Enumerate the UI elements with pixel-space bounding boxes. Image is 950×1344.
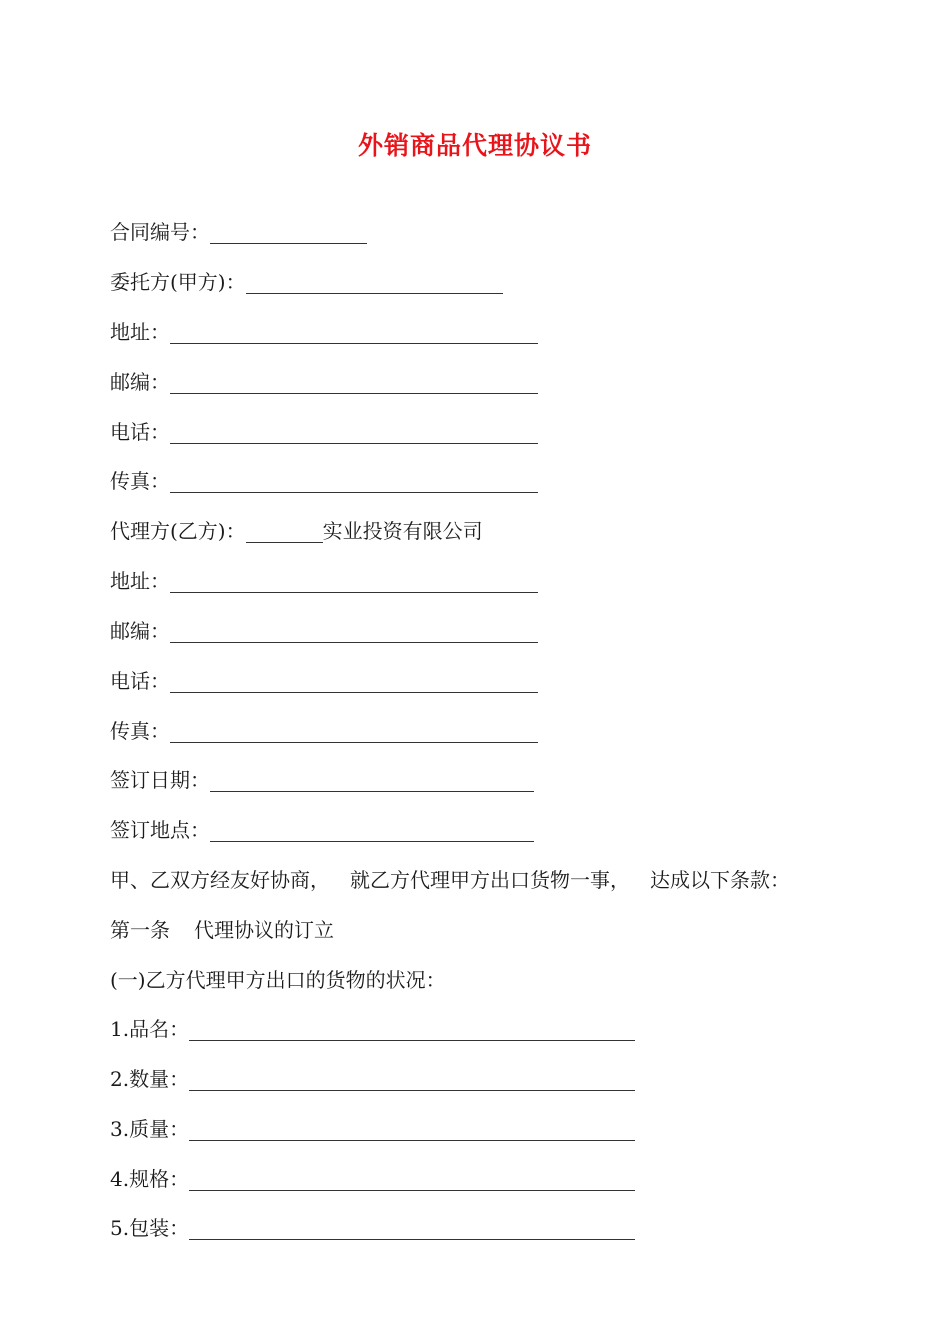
party-b-address-blank[interactable] [170, 570, 538, 593]
goods-spec-label: 4.规格： [110, 1167, 190, 1191]
goods-quality-blank[interactable] [189, 1118, 635, 1141]
party-a-postcode-blank[interactable] [170, 371, 538, 394]
contract-number-blank[interactable] [210, 221, 367, 244]
party-a-blank[interactable] [246, 271, 503, 294]
goods-name-row [110, 1014, 635, 1044]
section-1-heading [110, 965, 446, 995]
sign-place-row [110, 815, 534, 845]
goods-name-label: 1.品名： [110, 1017, 190, 1041]
party-b-address-row [110, 566, 538, 596]
article-1-number: 第一条 [110, 918, 170, 942]
goods-spec-blank[interactable] [189, 1168, 635, 1191]
party-a-postcode-label: 邮编： [110, 370, 170, 394]
party-b-fax-row [110, 716, 538, 746]
goods-quantity-label: 2.数量： [110, 1067, 190, 1091]
sign-place-blank[interactable] [210, 819, 534, 842]
article-1-title: 代理协议的订立 [194, 918, 334, 942]
party-a-row [110, 267, 503, 297]
party-b-phone-row [110, 666, 538, 696]
article-1-heading [110, 915, 334, 945]
party-b-phone-blank[interactable] [170, 670, 538, 693]
party-a-address-label: 地址： [110, 320, 170, 344]
party-a-phone-label: 电话： [110, 420, 170, 444]
party-b-postcode-row [110, 616, 538, 646]
party-b-blank[interactable] [246, 520, 323, 543]
party-b-phone-label: 电话： [110, 669, 170, 693]
party-a-label: 委托方(甲方)： [110, 270, 246, 294]
contract-number-label: 合同编号： [110, 220, 210, 244]
party-a-address-blank[interactable] [170, 321, 538, 344]
goods-packing-row [110, 1213, 635, 1243]
party-b-postcode-blank[interactable] [170, 620, 538, 643]
party-b-label: 代理方(乙方)： [110, 519, 246, 543]
party-b-fax-label: 传真： [110, 719, 170, 743]
goods-name-blank[interactable] [189, 1018, 635, 1041]
goods-quality-label: 3.质量： [110, 1117, 190, 1141]
goods-packing-blank[interactable] [189, 1217, 635, 1240]
contract-number-row [110, 217, 367, 247]
party-b-postcode-label: 邮编： [110, 619, 170, 643]
goods-packing-label: 5.包装： [110, 1216, 190, 1240]
party-a-fax-row [110, 466, 538, 496]
goods-quality-row [110, 1114, 635, 1144]
intro-paragraph [110, 865, 790, 895]
party-b-row [110, 516, 483, 546]
sign-date-label: 签订日期： [110, 768, 210, 792]
sign-date-blank[interactable] [210, 769, 534, 792]
sign-place-label: 签订地点： [110, 818, 210, 842]
section-1-text: (一)乙方代理甲方出口的货物的状况： [110, 968, 446, 992]
goods-spec-row [110, 1164, 635, 1194]
party-a-fax-label: 传真： [110, 469, 170, 493]
party-b-company-name: 实业投资有限公司 [322, 519, 483, 543]
party-a-address-row [110, 317, 538, 347]
intro-part-2: 就乙方代理甲方出口货物一事， [350, 868, 630, 892]
document-title: 外销商品代理协议书 [357, 131, 592, 160]
party-b-address-label: 地址： [110, 569, 170, 593]
party-a-phone-blank[interactable] [170, 421, 538, 444]
intro-part-1: 甲、乙双方经友好协商， [110, 868, 330, 892]
party-a-postcode-row [110, 367, 538, 397]
sign-date-row [110, 765, 534, 795]
party-a-phone-row [110, 417, 538, 447]
goods-quantity-row [110, 1064, 635, 1094]
party-b-fax-blank[interactable] [170, 720, 538, 743]
intro-part-3: 达成以下条款： [650, 868, 790, 892]
party-a-fax-blank[interactable] [170, 470, 538, 493]
goods-quantity-blank[interactable] [189, 1068, 635, 1091]
